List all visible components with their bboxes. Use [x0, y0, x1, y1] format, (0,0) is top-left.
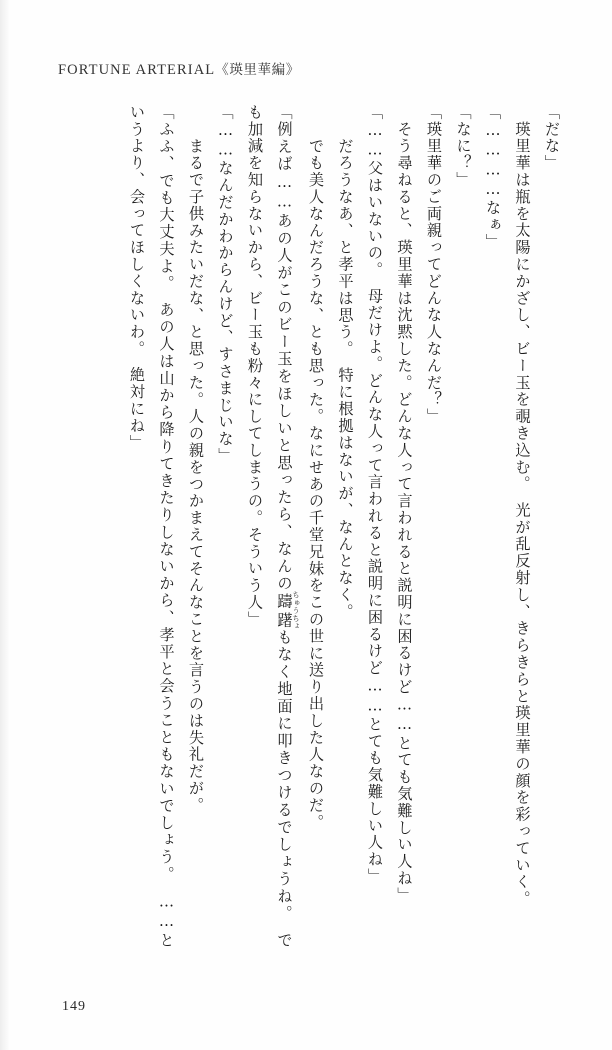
paragraph: 「だな」 — [543, 104, 561, 172]
ruby-reading: ちゅうちょ — [292, 591, 301, 630]
ruby-base: 躊躇ちゅうちょ — [275, 591, 301, 630]
paragraph: 「瑛里華のご両親ってどんな人なんだ？」 — [425, 104, 443, 426]
paragraph: 「なに？」 — [454, 104, 473, 189]
paragraph: でも美人なんだろうな、とも思った。なにせあの千堂兄妹をこの世に送り出した人なのだ。 — [307, 121, 325, 831]
body-text-block — [54, 104, 566, 949]
paragraph: 瑛里華は瓶を太陽にかざし、ビー玉を覗き込む。 光が乱反射し、きらきらと瑛里華の顔を彩っていく。 — [513, 104, 532, 908]
running-header — [58, 58, 300, 79]
series-title: FORTUNE ARTERIAL — [58, 62, 216, 78]
paragraph: だろうなあ、と孝平は思う。 特に根拠はないが、なんとなく。 — [336, 121, 355, 621]
page-number: 149 — [62, 999, 86, 1014]
paragraph: 「ふふ、でも大丈夫よ。 あの人は山から降りてきたりしないから、孝平と会うこともないでしょう。 ……というより、会ってほしくないわ。 絶対にね」 — [128, 104, 176, 949]
paragraph-ruby-text: 「例えば……あの人がこのビー玉をほしいと思ったら、なんの躊躇ちゅうちょもなく地面に叩きつけるでしょうね。 でも加減を知らないから、ビー玉も粉々にしてしまうの。そういう人」 — [246, 104, 301, 949]
volume-subtitle: 《瑛里華編》 — [215, 62, 300, 78]
paragraph: まるで子供みたいだな、と思った。人の親をつかまえてそんなことを言うのは失礼だが。 — [187, 121, 205, 814]
page-edge-shading — [0, 0, 10, 1050]
paragraph: 「……なんだかわからんけど、すさまじいな」 — [216, 104, 235, 465]
paragraph: 「……父はいないの。 母だけよ。どんな人って言われると説明に困るけど……とても気難しい人ね」 — [366, 104, 384, 885]
paragraph-with-ruby — [240, 104, 301, 949]
paragraph: そう尋ねると、瑛里華は沈黙した。どんな人って言われると説明に困るけど……とても気難しい人ね」 — [395, 104, 414, 904]
paragraph: 「…………なぁ」 — [484, 104, 502, 251]
